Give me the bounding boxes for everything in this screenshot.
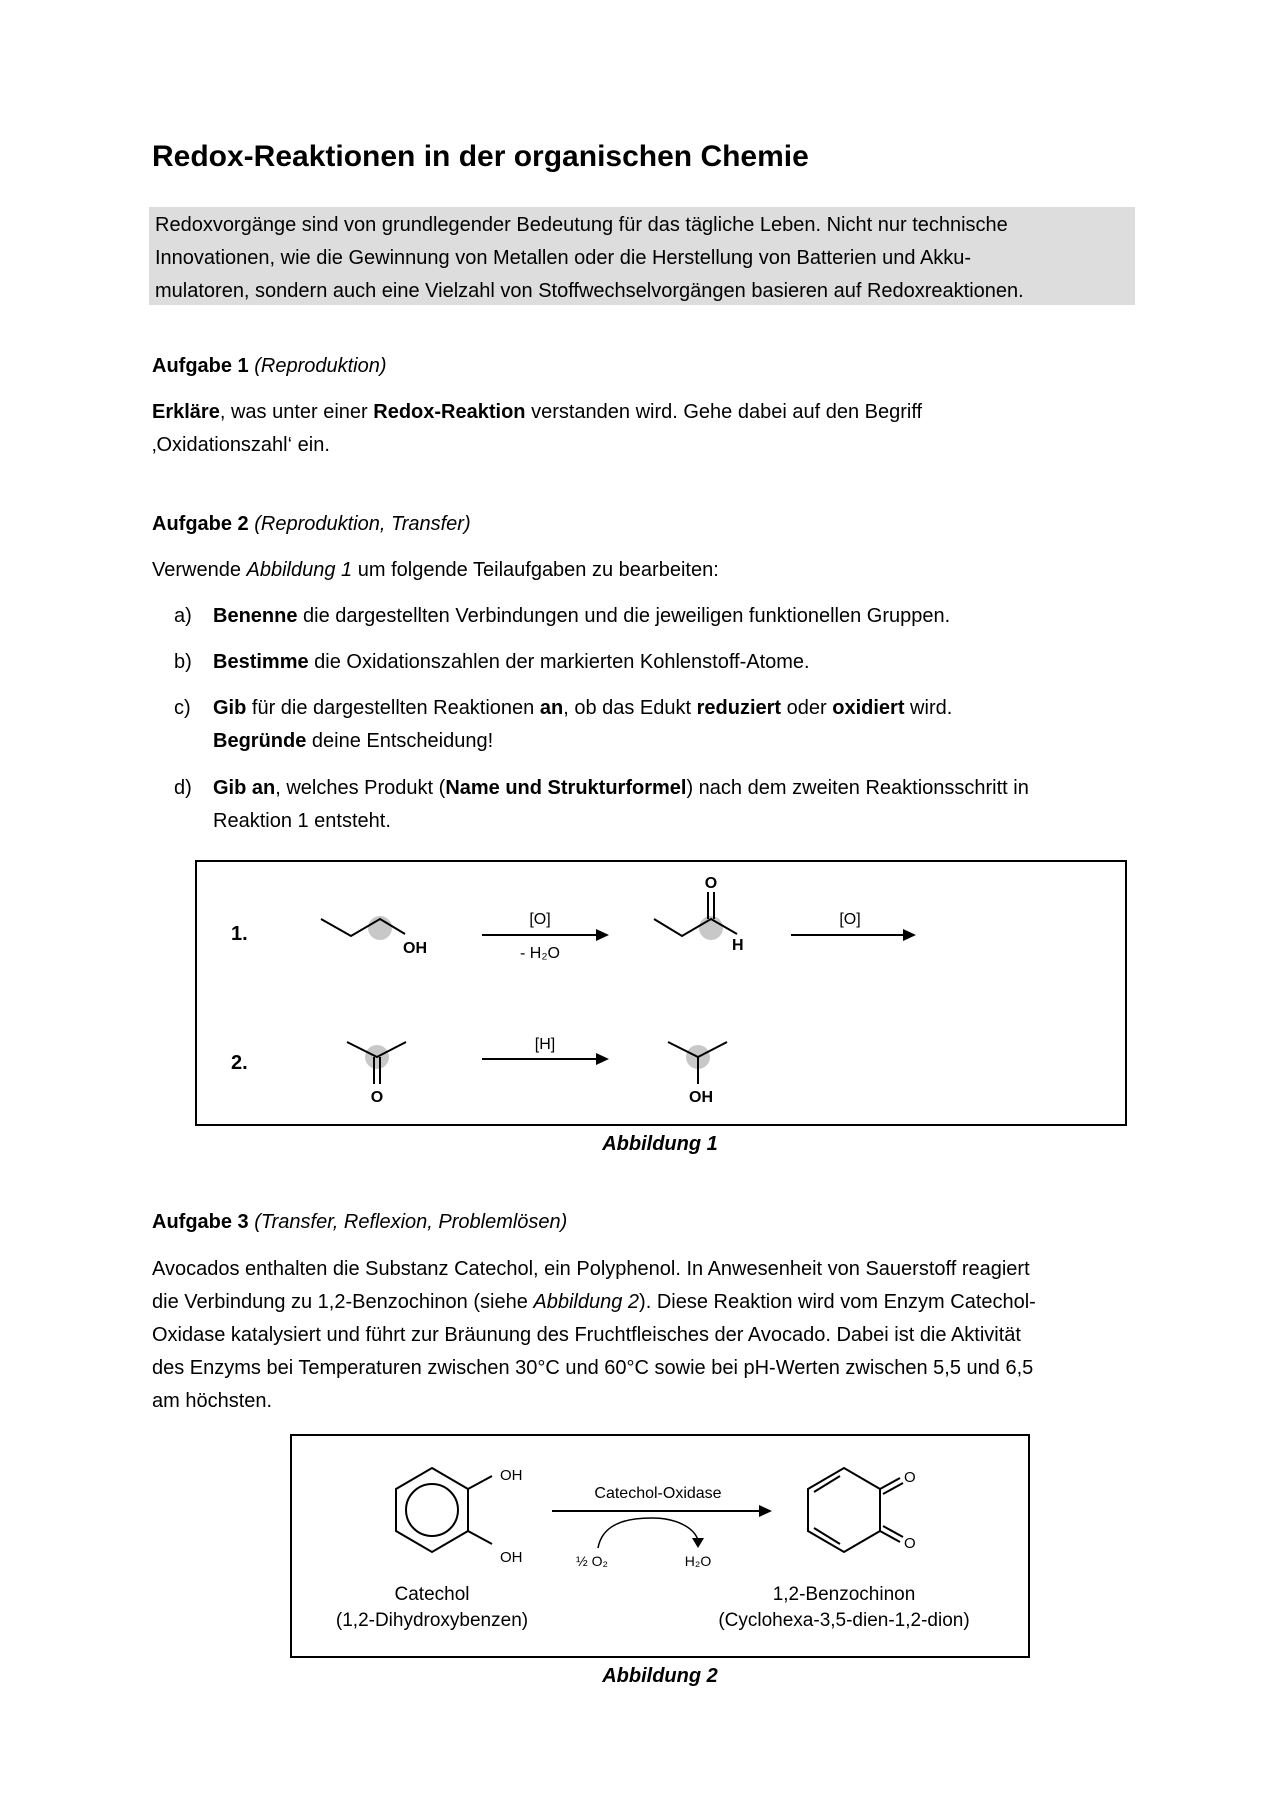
oxygen-label: O [704, 875, 718, 892]
text-run: die dargestellten Verbindungen und die jeweiligen funktionellen Gruppen. [297, 605, 951, 627]
key-term: reduziert [696, 697, 782, 719]
text-run: ) nach dem zweiten Reaktionsschritt in [686, 777, 1029, 799]
hydroxyl-label: OH [500, 1467, 523, 1484]
figure1-reaction-scheme [197, 862, 1125, 1124]
task3-line: am höchsten. [152, 1390, 273, 1412]
text-run: Verwende [152, 559, 247, 581]
oxygen-label: O [370, 1089, 384, 1106]
arrow-label-top: [H] [534, 1036, 556, 1053]
task-label: Aufgabe 2 [152, 513, 249, 535]
task1-text-line: ‚Oxidationszahl‘ ein. [152, 434, 330, 456]
hydroxyl-bond [468, 1531, 492, 1544]
subtask-d [213, 772, 1113, 805]
product-iupac-name: (Cyclohexa-3,5-dien-1,2-dion) [718, 1610, 970, 1631]
task3-line [152, 1286, 1036, 1319]
key-term: Redox-Reaktion [373, 401, 526, 423]
text-run: um folgende Teilaufgaben zu bearbeiten: [352, 559, 719, 581]
propanal-skeleton [654, 919, 737, 936]
task-type: (Reproduktion) [254, 355, 387, 377]
task2-heading [152, 508, 471, 541]
task-label: Aufgabe 3 [152, 1211, 249, 1233]
aromatic-circle [406, 1484, 458, 1536]
text-run: oder [781, 697, 833, 719]
arrow-head-icon [596, 1053, 609, 1065]
figure2-reaction-scheme [292, 1436, 1028, 1656]
reaction-number: 2. [231, 1052, 248, 1074]
text-run: , welches Produkt ( [275, 777, 446, 799]
propanol-skeleton [321, 919, 405, 936]
oxygen-label: O [904, 1535, 916, 1552]
oxygen-reactant-label: ½ O₂ [576, 1553, 608, 1569]
item-letter: b) [174, 651, 192, 673]
item-letter: a) [174, 605, 192, 627]
arrow-label-bottom: - H₂O [520, 945, 560, 962]
oxygen-label: O [904, 1469, 916, 1486]
quinone-ring [808, 1468, 880, 1552]
task3-line: des Enzyms bei Temperaturen zwischen 30°C und 60°C sowie bei pH-Werten zwischen 5,5 und 6,5 [152, 1357, 1034, 1379]
key-term: Name und Strukturformel [445, 777, 687, 799]
text-run: die Verbindung zu 1,2-Benzochinon (siehe [152, 1291, 534, 1313]
item-letter: d) [174, 777, 192, 799]
text-run: deine Entscheidung! [306, 730, 494, 752]
intro-line: Innovationen, wie die Gewinnung von Metallen oder die Herstellung von Batterien und Akku- [155, 247, 972, 269]
hydroxyl-bond [468, 1476, 492, 1489]
text-run: verstanden wird. Gehe dabei auf den Begriff [525, 401, 923, 423]
operator-verb: Gib an [213, 777, 276, 799]
figure1-caption: Abbildung 1 [602, 1133, 718, 1155]
task-type: (Reproduktion, Transfer) [254, 513, 471, 535]
task1-text-line [152, 396, 922, 429]
arrow-label-top: [O] [529, 911, 551, 928]
text-run: , ob das Edukt [563, 697, 697, 719]
enzyme-label: Catechol-Oxidase [594, 1485, 722, 1502]
intro-line: Redoxvorgänge sind von grundlegender Bedeutung für das tägliche Leben. Nicht nur technische [155, 214, 1008, 236]
hydrogen-label: H [732, 937, 744, 954]
arrow-label-top: [O] [839, 911, 861, 928]
figure2-box [290, 1434, 1030, 1658]
reaction-number: 1. [231, 923, 248, 945]
side-reaction-curve [598, 1518, 698, 1548]
reactant-name: Catechol [394, 1584, 470, 1605]
arrow-head-icon [692, 1538, 704, 1548]
subtask-c [213, 692, 1113, 725]
text-run: für die dargestellten Reaktionen [246, 697, 540, 719]
arrow-head-icon [596, 929, 609, 941]
subtask-d-line2: Reaktion 1 entsteht. [213, 810, 391, 832]
task1-heading [152, 350, 387, 383]
operator-verb: Gib [213, 697, 247, 719]
operator-verb: Begründe [213, 730, 307, 752]
intro-box [149, 207, 1135, 305]
figure2-caption: Abbildung 2 [602, 1665, 718, 1687]
arrow-head-icon [903, 929, 916, 941]
task3-line: Avocados enthalten die Substanz Catechol, ein Polyphenol. In Anwesenheit von Sauerstoff reagiert [152, 1258, 1030, 1280]
task-label: Aufgabe 1 [152, 355, 249, 377]
figure-reference: Abbildung 2 [533, 1291, 640, 1313]
text-run: die Oxidationszahlen der markierten Kohlenstoff-Atome. [308, 651, 810, 673]
hydroxyl-label: OH [500, 1549, 523, 1566]
operator-verb: Erkläre [152, 401, 220, 423]
figure-reference: Abbildung 1 [246, 559, 353, 581]
text-run: , was unter einer [219, 401, 374, 423]
task3-line: Oxidase katalysiert und führt zur Bräunung des Fruchtfleisches der Avocado. Dabei ist die Aktivität [152, 1324, 1021, 1346]
operator-verb: Benenne [213, 605, 298, 627]
operator-verb: Bestimme [213, 651, 309, 673]
hydroxyl-label: OH [689, 1089, 713, 1106]
task3-heading [152, 1206, 567, 1239]
text-run: wird. [904, 697, 953, 719]
figure1-box [195, 860, 1127, 1126]
page-title: Redox-Reaktionen in der organischen Chemie [152, 140, 809, 173]
subtask-a [213, 600, 1113, 633]
task2-intro [152, 554, 719, 587]
hydroxyl-label: OH [403, 940, 427, 957]
reactant-iupac-name: (1,2-Dihydroxybenzen) [335, 1610, 529, 1631]
subtask-b [213, 646, 1113, 679]
water-product-label: H₂O [684, 1553, 712, 1569]
item-letter: c) [174, 697, 191, 719]
key-term: oxidiert [832, 697, 905, 719]
text-run: ). Diese Reaktion wird vom Enzym Catechol- [639, 1291, 1036, 1313]
arrow-head-icon [759, 1505, 772, 1517]
intro-line: mulatoren, sondern auch eine Vielzahl von Stoffwechselvorgängen basieren auf Redoxreaktionen. [155, 280, 1024, 302]
operator-verb: an [539, 697, 564, 719]
subtask-c-line2 [213, 725, 1113, 758]
product-name: 1,2-Benzochinon [772, 1584, 916, 1605]
task-type: (Transfer, Reflexion, Problemlösen) [254, 1211, 568, 1233]
